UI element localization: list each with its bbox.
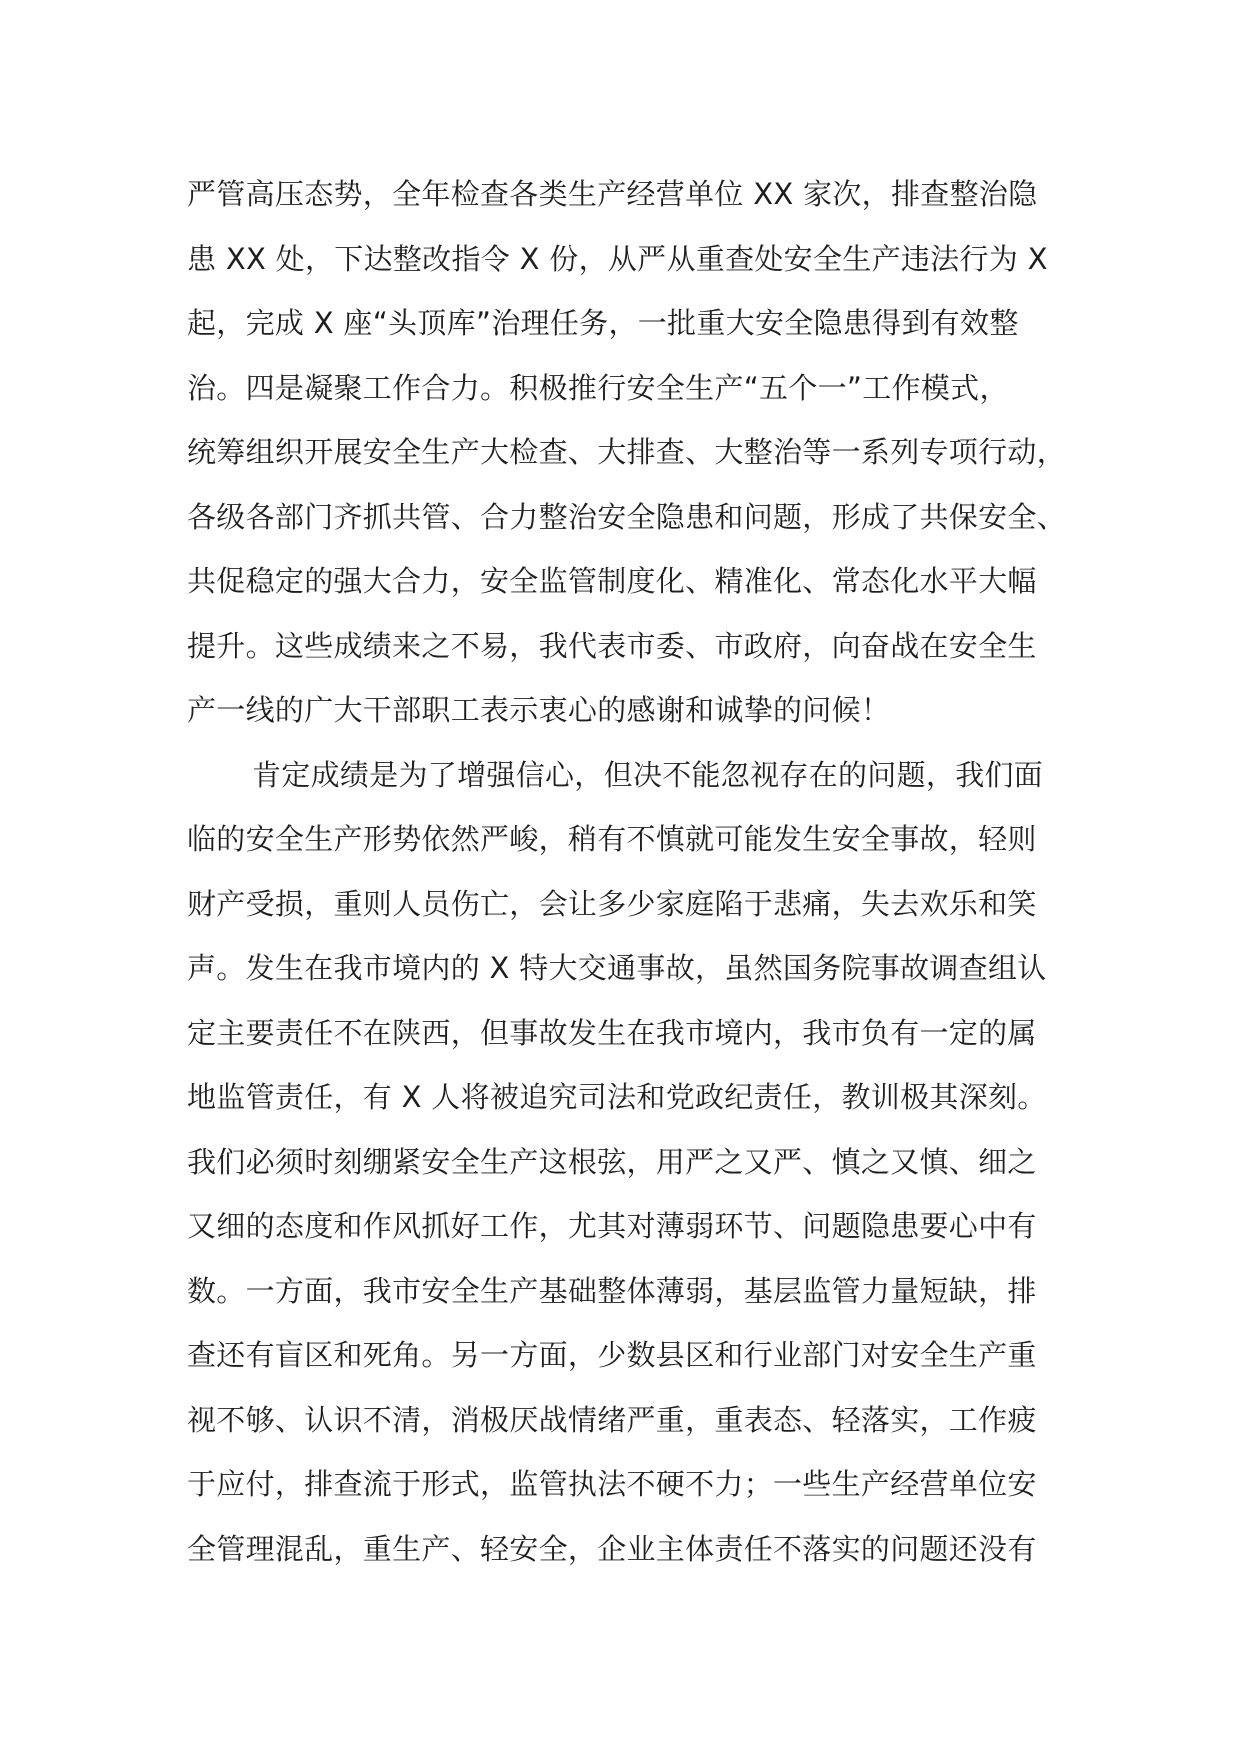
text-line: 声。发生在我市境内的 X 特大交通事故，虽然国务院事故调查组认 (187, 951, 1047, 985)
text-line: 临的安全生产形势依然严峻，稍有不慎就可能发生安全事故，轻则 (187, 822, 1037, 856)
text-line: 患 XX 处，下达整改指令 X 份，从严从重查处安全生产违法行为 X (187, 241, 1048, 276)
text-line: 起，完成 X 座“头顶库”治理任务，一批重大安全隐患得到有效整 (187, 306, 1019, 340)
text-line: 各级各部门齐抓共管、合力整治安全隐患和问题，形成了共保安全、 (187, 499, 1067, 534)
text-line: 地监管责任，有 X 人将被追究司法和党政纪责任，教训极其深刻。 (187, 1080, 1047, 1114)
text-line: 视不够、认识不清，消极厌战情绪严重，重表态、轻落实，工作疲 (187, 1402, 1037, 1437)
text-line: 定主要责任不在陕西，但事故发生在我市境内，我市负有一定的属 (187, 1015, 1037, 1050)
text-line: 查还有盲区和死角。另一方面，少数县区和行业部门对安全生产重 (187, 1338, 1037, 1372)
text-line: 又细的态度和作风抓好工作，尤其对薄弱环节、问题隐患要心中有 (187, 1209, 1037, 1243)
text-line: 于应付，排查流于形式，监管执法不硬不力；一些生产经营单位安 (187, 1467, 1037, 1501)
text-line: 统筹组织开展安全生产大检查、大排查、大整治等一系列专项行动， (187, 435, 1067, 469)
text-line: 提升。这些成绩来之不易，我代表市委、市政府，向奋战在安全生 (187, 628, 1037, 663)
text-line: 产一线的广大干部职工表示衷心的感谢和诚挚的问候！ (187, 693, 891, 727)
paragraph-start-line: 肯定成绩是为了增强信心，但决不能忽视存在的问题，我们面 (252, 757, 1044, 792)
text-line: 治。四是凝聚工作合力。积极推行安全生产“五个一”工作模式， (187, 370, 1009, 405)
text-line: 数。一方面，我市安全生产基础整体薄弱，基层监管力量短缺，排 (187, 1273, 1037, 1308)
text-line: 共促稳定的强大合力，安全监管制度化、精准化、常态化水平大幅 (187, 564, 1037, 598)
body-text (187, 162, 1087, 1581)
text-line: 全管理混乱，重生产、轻安全，企业主体责任不落实的问题还没有 (187, 1531, 1037, 1566)
text-line: 严管高压态势，全年检查各类生产经营单位 XX 家次，排查整治隐 (187, 177, 1038, 211)
text-line: 我们必须时刻绷紧安全生产这根弦，用严之又严、慎之又慎、细之 (187, 1144, 1037, 1179)
text-line: 财产受损，重则人员伤亡，会让多少家庭陷于悲痛，失去欢乐和笑 (187, 886, 1037, 921)
